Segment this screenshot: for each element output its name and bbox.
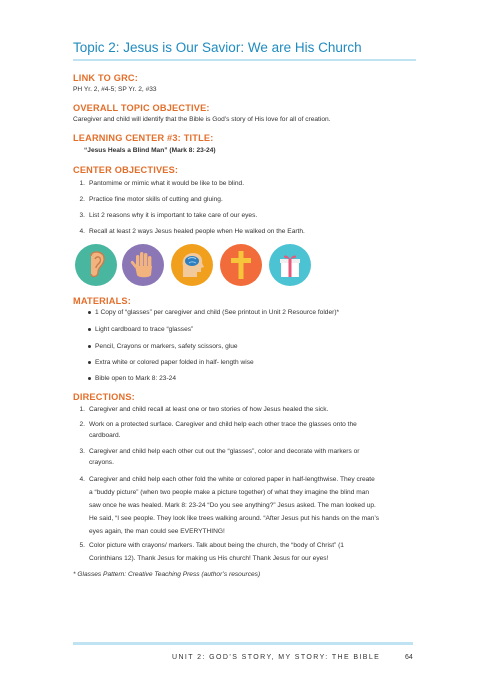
list-item	[73, 404, 418, 415]
list-item	[86, 324, 416, 335]
ear-icon	[75, 244, 117, 286]
learning-center-subtitle: “Jesus Heals a Blind Man” (Mark 8: 23-24)	[84, 147, 216, 154]
list-item	[73, 226, 413, 237]
item-number: 4.	[79, 228, 85, 235]
item-text: Recall at least 2 ways Jesus healed people when He walked on the Earth.	[89, 228, 305, 235]
bullet-icon	[88, 345, 91, 348]
gift-icon	[269, 244, 311, 286]
senses-icon-row	[75, 244, 315, 286]
item-number: 5.	[79, 542, 85, 549]
page-title: Topic 2: Jesus is Our Savior: We are His Church	[73, 40, 416, 61]
item-text: List 2 reasons why it is important to take care of our eyes.	[89, 212, 258, 219]
item-text-line: He said, “I see people. They look like trees walking around. “After Jesus put his hands on the man’s	[89, 515, 380, 522]
bullet-icon	[88, 328, 91, 331]
learning-center-heading: LEARNING CENTER #3: TITLE:	[73, 133, 214, 143]
footer-divider	[73, 642, 413, 645]
link-heading: LINK TO GRC:	[73, 73, 139, 83]
materials-heading: MATERIALS:	[73, 296, 131, 306]
list-item	[86, 357, 416, 368]
item-text-line: Color picture with crayons/ markers. Talk about being the church, the “body of Christ” (1	[89, 542, 344, 549]
list-item	[86, 307, 416, 318]
head-brain-icon	[171, 244, 213, 286]
list-item	[86, 373, 416, 384]
item-text: Bible open to Mark 8: 23-24	[95, 375, 177, 382]
item-text: Light cardboard to trace “glasses”	[95, 326, 194, 333]
bullet-icon	[88, 361, 91, 364]
page-number: 64	[405, 654, 413, 661]
bullet-icon	[88, 377, 91, 380]
bullet-icon	[88, 311, 91, 314]
item-text-line: crayons.	[89, 459, 114, 466]
link-text: PH Yr. 2, #4-5; SP Yr. 2, #33	[73, 86, 157, 93]
item-text-line: Work on a protected surface. Caregiver and child help each other trace the glasses onto the	[89, 421, 357, 428]
item-text-line: Caregiver and child help each other fold the white or colored paper in half-lengthwise. They create	[89, 476, 375, 483]
objective-heading: OVERALL TOPIC OBJECTIVE:	[73, 103, 210, 113]
item-text-line: eyes again, the man could see EVERYTHING!	[89, 528, 225, 535]
list-item	[73, 474, 418, 535]
item-text-line: Caregiver and child recall at least one or two stories of how Jesus healed the sick.	[89, 406, 329, 413]
cross-icon	[220, 244, 262, 286]
item-number: 3.	[79, 448, 85, 455]
item-number: 1.	[79, 180, 85, 187]
item-number: 3.	[79, 212, 85, 219]
footer-text: UNIT 2: GOD’S STORY, MY STORY: THE BIBLE	[172, 654, 381, 661]
list-item	[73, 178, 413, 189]
item-text: Pencil, Crayons or markers, safety scissors, glue	[95, 343, 238, 350]
hand-icon	[122, 244, 164, 286]
item-number: 4.	[79, 476, 85, 483]
item-text-line: Corinthians 12). Thank Jesus for making us His church! Thank Jesus for our eyes!	[89, 555, 329, 562]
list-item	[73, 419, 418, 441]
item-text: 1 Copy of “glasses” per caregiver and child (See printout in Unit 2 Resource folder)*	[95, 309, 340, 316]
footnote: * Glasses Pattern: Creative Teaching Press (author’s resources)	[73, 571, 261, 578]
item-text: Pantomime or mimic what it would be like to be blind.	[89, 180, 245, 187]
center-objectives-heading: CENTER OBJECTIVES:	[73, 165, 179, 175]
item-number: 1.	[79, 406, 85, 413]
directions-heading: DIRECTIONS:	[73, 392, 135, 402]
item-text-line: cardboard.	[89, 432, 121, 439]
item-text-line: Caregiver and child help each other cut out the “glasses”, color and decorate with markers or	[89, 448, 360, 455]
list-item	[73, 540, 418, 564]
objective-text: Caregiver and child will identify that the Bible is God’s story of His love for all of creation.	[73, 116, 331, 123]
list-item	[73, 446, 418, 468]
item-number: 2.	[79, 421, 85, 428]
list-item	[73, 194, 413, 205]
item-text: Extra white or colored paper folded in half- length wise	[95, 359, 254, 366]
list-item	[73, 210, 413, 221]
list-item	[86, 341, 416, 352]
item-text: Practice fine motor skills of cutting and gluing.	[89, 196, 223, 203]
item-text-line: a “buddy picture” (when two people make a picture together) of what they imagine the blind man	[89, 489, 370, 496]
item-number: 2.	[79, 196, 85, 203]
item-text-line: saw once he was healed. Mark 8: 23-24 “Do you see anything?” Jesus asked. The man looked up.	[89, 502, 376, 509]
